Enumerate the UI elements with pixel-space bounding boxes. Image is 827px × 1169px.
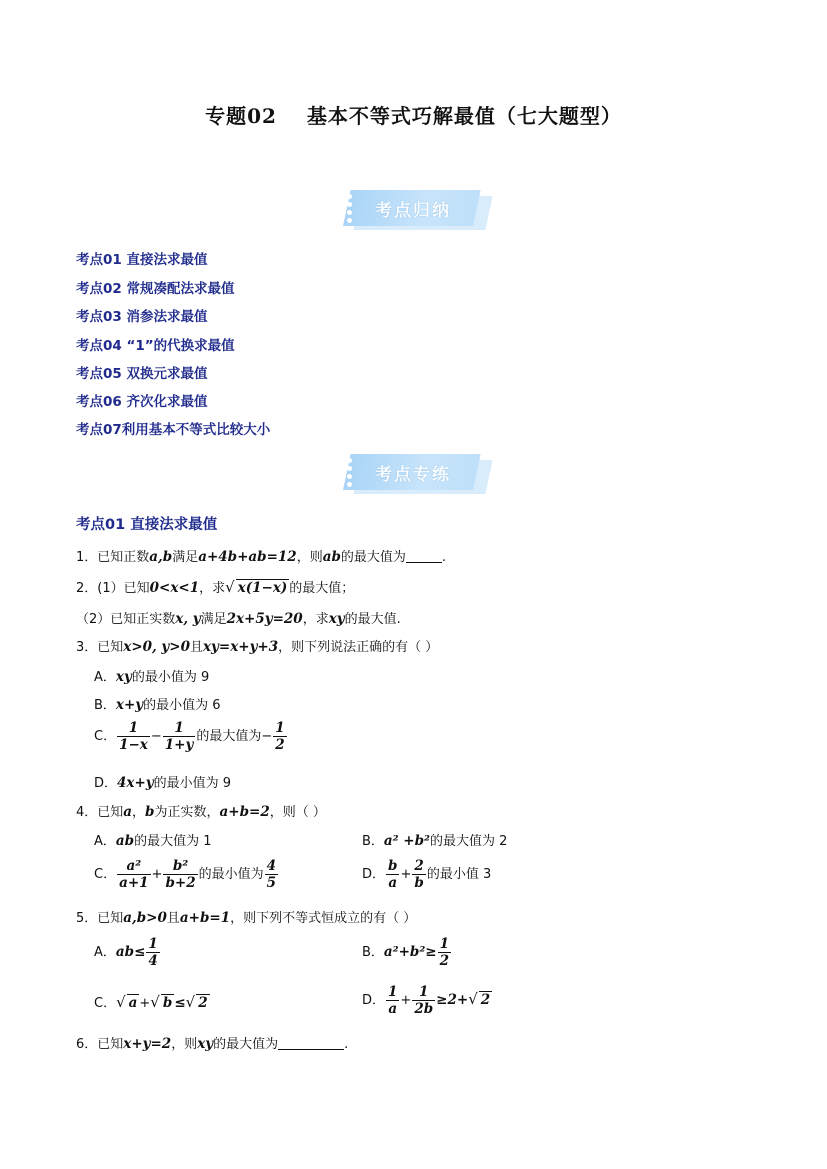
question-2-part-1: 2．(1）已知0<x<1，求√ x(1−x) 的最大值； <box>76 578 355 596</box>
question-1: 1．已知正数a,b满足a+4b+ab=12，则ab的最大值为 . <box>76 549 447 565</box>
page-title <box>0 100 827 129</box>
toc-item-4[interactable]: 考点04 “1”的代换求最值 <box>76 338 235 354</box>
section-heading: 考点01 直接法求最值 <box>76 517 218 533</box>
toc-item-6[interactable]: 考点06 齐次化求最值 <box>76 394 208 410</box>
question-2-part-2: （2）已知正实数x, y满足2x+5y=20，求xy的最大值. <box>76 611 401 627</box>
q4-option-d[interactable]: D． $\frac{b}{a}$ + $\frac{2}{b}$ 的最小值 3 <box>362 858 492 891</box>
q5-option-c[interactable]: C．√ a +√ b ≤√ 2 <box>94 993 208 1011</box>
title-main: 基本不等式巧解最值（七大题型） <box>306 104 622 128</box>
question-5: 5．已知a,b>0且a+b=1，则下列不等式恒成立的有（ ） <box>76 910 417 926</box>
q5-option-a[interactable]: A．ab≤ $\frac{1}{4}$ <box>94 936 158 969</box>
banner-practice <box>343 452 489 494</box>
answer-blank[interactable] <box>406 550 442 563</box>
question-4: 4．已知a，b为正实数，a+b=2，则（ ） <box>76 804 326 820</box>
q4-option-b[interactable]: B．a² +b²的最大值为 2 <box>362 833 508 849</box>
toc-item-7[interactable]: 考点07利用基本不等式比较大小 <box>76 422 271 438</box>
toc-item-1[interactable]: 考点01 直接法求最值 <box>76 252 208 268</box>
q3-option-c[interactable]: C． $\frac{1}{1-x}$ − $\frac{1}{1+y}$ 的最大值为− $\frac{1}{2}$ <box>94 720 285 753</box>
q4-option-a[interactable]: A．ab的最大值为 1 <box>94 833 212 849</box>
toc-item-2[interactable]: 考点02 常规凑配法求最值 <box>76 281 235 297</box>
q5-option-b[interactable]: B．a²+b²≥ $\frac{1}{2}$ <box>362 936 449 969</box>
toc-item-5[interactable]: 考点05 双换元求最值 <box>76 366 208 382</box>
banner-summary <box>343 188 489 230</box>
q3-option-b[interactable]: B．x+y的最小值为 6 <box>94 697 221 713</box>
title-prefix: 专题02 <box>205 104 277 128</box>
banner-summary-label: 考点归纳 <box>375 201 451 221</box>
q4-option-c[interactable]: C． $\frac{\text{a²}}{a+1}$ + $\frac{\text{b²}}{b+2}$ 的最小值为 $\frac{4}{5}$ <box>94 858 277 891</box>
q3-option-d[interactable]: D．4x+y的最小值为 9 <box>94 775 232 791</box>
question-3: 3．已知x>0, y>0且xy=x+y+3，则下列说法正确的有（ ） <box>76 639 439 655</box>
answer-blank[interactable] <box>278 1037 344 1050</box>
toc-item-3[interactable]: 考点03 消参法求最值 <box>76 309 208 325</box>
q5-option-d[interactable]: D． $\frac{1}{a}$ + $\frac{1}{2b}$ ≥2+√ 2 <box>362 984 491 1017</box>
question-6: 6．已知x+y=2，则xy的最大值为 . <box>76 1036 349 1052</box>
banner-practice-label: 考点专练 <box>375 465 451 485</box>
q3-option-a[interactable]: A．xy的最小值为 9 <box>94 669 210 685</box>
